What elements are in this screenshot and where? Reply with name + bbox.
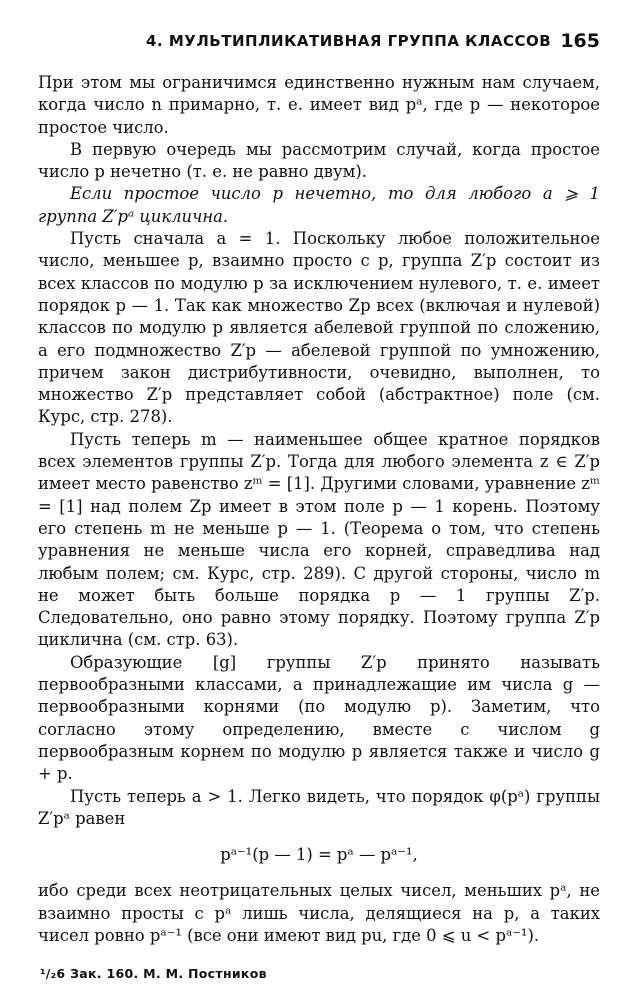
printer-footer: ¹/₂6 Зак. 160. М. М. Постников bbox=[40, 966, 267, 981]
display-formula: pᵃ⁻¹(p — 1) = pᵃ — pᵃ⁻¹, bbox=[220, 845, 418, 865]
paragraph-4: Пусть теперь m — наименьшее общее кратное порядков всех элементов группы Z′p. Тогда для любого элемента z ∈ Z′p имеет место равенство zᵐ = [1]. Другими словами, уравнение zᵐ = [1] над полем Zp имеет в этом поле p — 1 корень. Поэтому его степень m не меньше p — 1. (Теорема о том, что степень уравнения не меньше числа его корней, справедлива над любым полем; см. Курс, стр. 289). С другой стороны, число m не может быть больше порядка p — 1 группы Z′p. Следовательно, оно равно этому порядку. Поэтому группа Z′p циклична (см. стр. 63). bbox=[38, 429, 600, 650]
page-header bbox=[38, 28, 600, 60]
page-number: 165 bbox=[560, 30, 600, 52]
paragraph-1: При этом мы ограничимся единственно нужным нам случаем, когда число n примарно, т. е. имеет вид pᵃ, где p — некоторое простое число. bbox=[38, 73, 600, 137]
paragraph-2: В первую очередь мы рассмотрим случай, когда простое число p нечетно (т. е. не равно двум). bbox=[38, 139, 600, 182]
paragraph-6: Пусть теперь a > 1. Легко видеть, что порядок φ(pᵃ) группы Z′pᵃ равен bbox=[38, 786, 600, 828]
book-page bbox=[38, 28, 600, 947]
paragraph-5: Образующие [g] группы Z′p принято называть первообразными классами, а принадлежащие им числа g — первообразными корнями (по модулю p). Заметим, что согласно этому определению, вместе с числом g первообразным корнем по модулю p является также и число g + p. bbox=[38, 652, 600, 784]
body-text bbox=[38, 72, 600, 947]
theorem-text: Если простое число p нечетно, то для любого a ⩾ 1 группа Z′pᵃ циклична. bbox=[38, 184, 600, 226]
paragraph-3: Пусть сначала a = 1. Поскольку любое положительное число, меньшее p, взаимно просто с p, группа Z′p состоит из всех классов по модулю p за исключением нулевого, т. е. имеет порядок p — 1. Так как множество Zp всех (включая и нулевой) классов по модулю p является абелевой группой по сложению, а его подмножество Z′p — абелевой группой по умножению, причем закон дистрибутивности, очевидно, выполнен, то множество Z′p представляет собой (абстрактное) поле (см. Курс, стр. 278). bbox=[38, 229, 600, 427]
paragraph-7: ибо среди всех неотрицательных целых чисел, меньших pᵃ, не взаимно просты с pᵃ лишь числа, делящиеся на p, а таких чисел ровно pᵃ⁻¹ (все они имеют вид pu, где 0 ⩽ u < pᵃ⁻¹). bbox=[38, 881, 600, 945]
running-title: 4. МУЛЬТИПЛИКАТИВНАЯ ГРУППА КЛАССОВ bbox=[146, 32, 552, 50]
theorem-statement bbox=[38, 183, 600, 228]
